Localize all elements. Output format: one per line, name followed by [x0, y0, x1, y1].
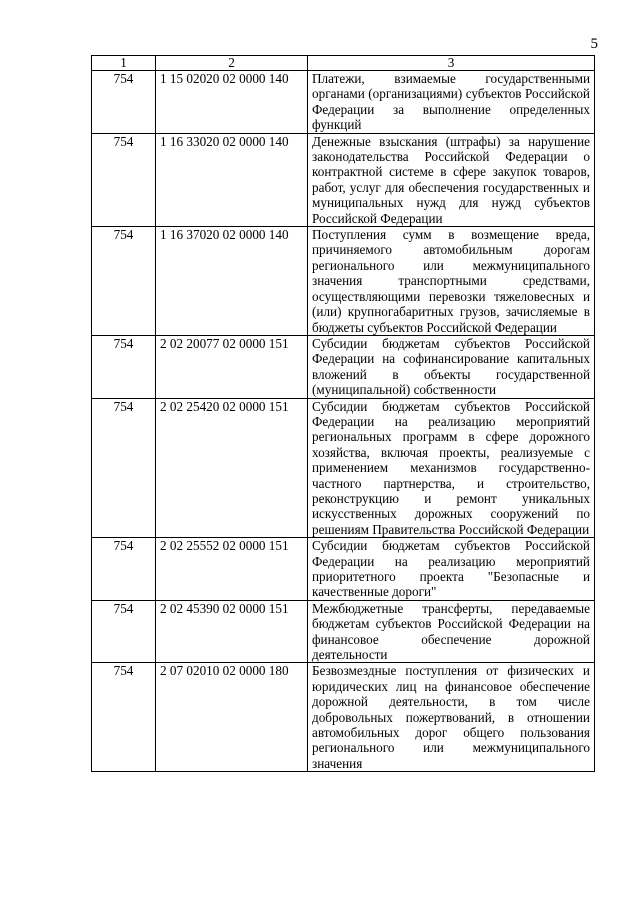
budget-classification-code-cell: 2 02 25552 02 0000 151	[156, 538, 308, 601]
administrator-code-cell: 754	[92, 71, 156, 134]
table-row	[92, 538, 595, 601]
revenue-name-cell: Денежные взыскания (штрафы) за нарушение законодательства Российской Федерации о контрактной системе в сфере закупок товаров, работ, услуг для обеспечения государственных и муниципальных нужд для нужд субъектов Российской Федерации	[308, 133, 595, 226]
revenue-codes-table	[91, 55, 595, 772]
budget-classification-code-cell: 1 15 02020 02 0000 140	[156, 71, 308, 134]
revenue-name-cell: Платежи, взимаемые государственными органами (организациями) субъектов Российской Федерации за выполнение определенных функций	[308, 71, 595, 134]
administrator-code-cell: 754	[92, 663, 156, 772]
budget-classification-code-cell: 2 02 25420 02 0000 151	[156, 398, 308, 538]
column-header-3: 3	[308, 56, 595, 71]
budget-classification-code-cell: 1 16 37020 02 0000 140	[156, 227, 308, 336]
revenue-name-cell: Безвозмездные поступления от физических и юридических лиц на финансовое обеспечение дорожной деятельности, в том числе добровольных пожертвований, в отношении автомобильных дорог общего пользования регионального или межмуниципального значения	[308, 663, 595, 772]
administrator-code-cell: 754	[92, 398, 156, 538]
table-row	[92, 663, 595, 772]
table-header-row	[92, 56, 595, 71]
table-row	[92, 335, 595, 398]
administrator-code-cell: 754	[92, 600, 156, 663]
page-number: 5	[590, 36, 598, 52]
table-row	[92, 227, 595, 336]
table-row	[92, 133, 595, 226]
administrator-code-cell: 754	[92, 335, 156, 398]
budget-classification-code-cell: 2 07 02010 02 0000 180	[156, 663, 308, 772]
administrator-code-cell: 754	[92, 133, 156, 226]
budget-classification-code-cell: 2 02 45390 02 0000 151	[156, 600, 308, 663]
table-row	[92, 398, 595, 538]
administrator-code-cell: 754	[92, 227, 156, 336]
revenue-name-cell: Субсидии бюджетам субъектов Российской Федерации на софинансирование капитальных вложений в объекты государственной (муниципальной) собственности	[308, 335, 595, 398]
revenue-name-cell: Субсидии бюджетам субъектов Российской Федерации на реализацию мероприятий региональных программ в сфере дорожного хозяйства, включая проекты, реализуемые с применением механизмов государственно-частного партнерства, и строительство, реконструкцию и ремонт уникальных искусственных дорожных сооружений по решениям Правительства Российской Федерации	[308, 398, 595, 538]
budget-classification-code-cell: 1 16 33020 02 0000 140	[156, 133, 308, 226]
table-row	[92, 600, 595, 663]
column-header-1: 1	[92, 56, 156, 71]
budget-classification-code-cell: 2 02 20077 02 0000 151	[156, 335, 308, 398]
revenue-name-cell: Поступления сумм в возмещение вреда, причиняемого автомобильным дорогам регионального или межмуниципального значения транспортными средствами, осуществляющими перевозки тяжеловесных и (или) крупногабаритных грузов, зачисляемые в бюджеты субъектов Российской Федерации	[308, 227, 595, 336]
revenue-name-cell: Субсидии бюджетам субъектов Российской Федерации на реализацию мероприятий приоритетного проекта "Безопасные и качественные дороги"	[308, 538, 595, 601]
column-header-2: 2	[156, 56, 308, 71]
revenue-name-cell: Межбюджетные трансферты, передаваемые бюджетам субъектов Российской Федерации на финансовое обеспечение дорожной деятельности	[308, 600, 595, 663]
table-row	[92, 71, 595, 134]
administrator-code-cell: 754	[92, 538, 156, 601]
